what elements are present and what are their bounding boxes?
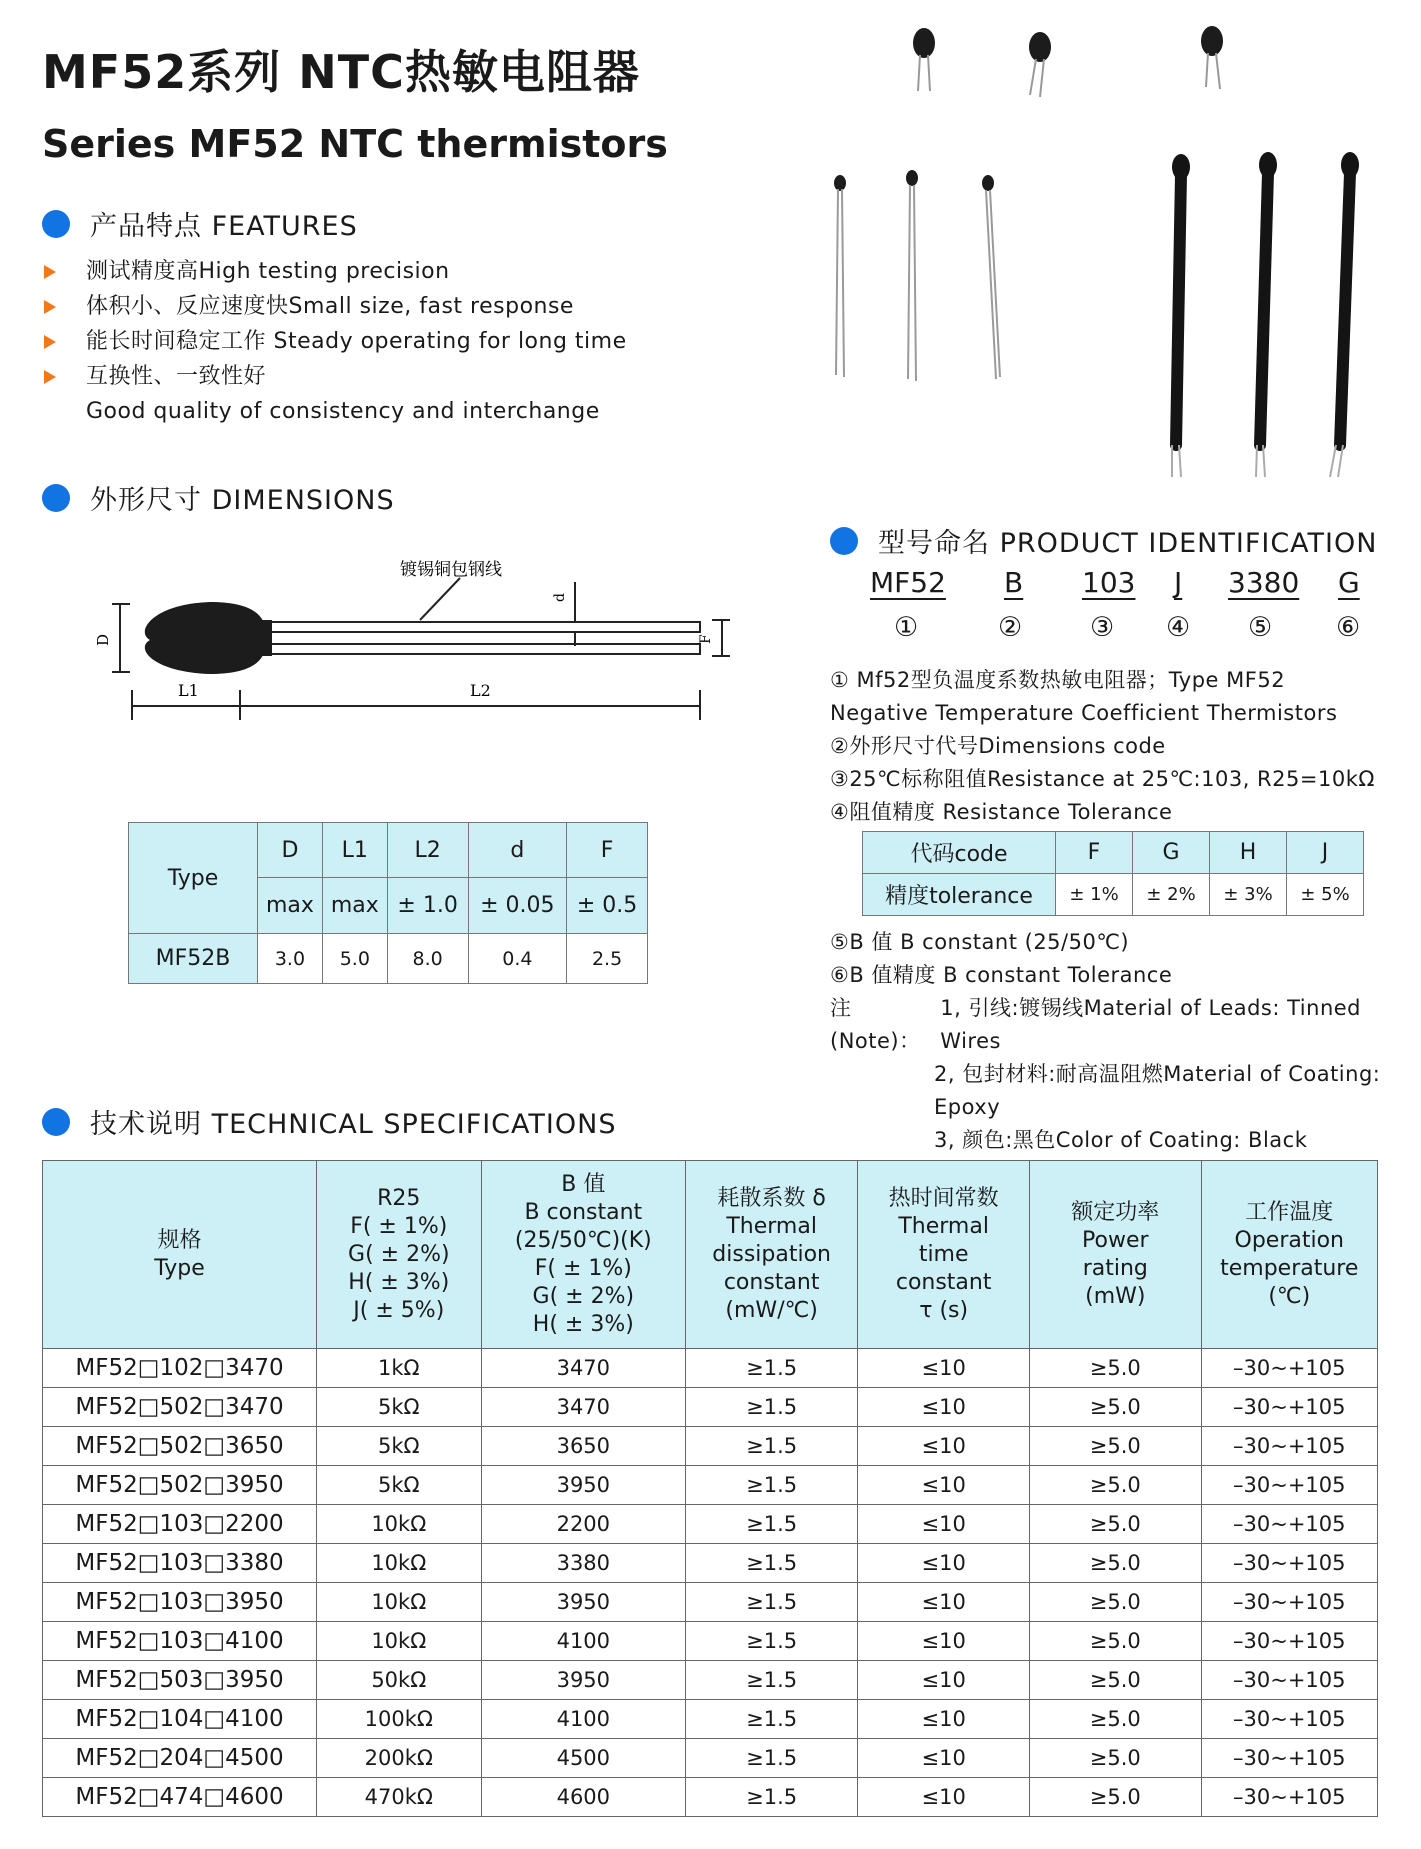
tol-code: J — [1287, 832, 1364, 874]
tol-code: F — [1056, 832, 1133, 874]
dim-D-label: D — [94, 633, 112, 646]
spec-value-cell: –30~+105 — [1201, 1427, 1377, 1466]
code-marker: ④ — [1166, 612, 1191, 643]
spec-header-line: H( ± 3%) — [348, 1269, 450, 1295]
spec-value-cell: 3470 — [481, 1349, 686, 1388]
spec-header-line: constant — [895, 1269, 992, 1295]
id-line: ③25℃标称阻值Resistance at 25℃:103, R25=10kΩ — [830, 767, 1375, 791]
table-row — [43, 1388, 1378, 1427]
code-part: 103 — [1082, 566, 1136, 599]
spec-type-cell: MF52□502□3950 — [43, 1466, 317, 1505]
spec-header-line: 工作温度 — [1245, 1199, 1334, 1225]
section-bullet-icon — [42, 484, 70, 512]
note-label: 注(Note)： — [830, 996, 921, 1053]
identification-heading — [830, 521, 1377, 560]
spec-value-cell: ≥5.0 — [1030, 1388, 1201, 1427]
wire-label: 镀锡铜包钢线 — [400, 560, 502, 580]
spec-type-cell: MF52□103□3950 — [43, 1583, 317, 1622]
spec-header-line: (25/50℃)(K) — [514, 1227, 652, 1253]
features-heading-text: 产品特点 FEATURES — [90, 211, 358, 242]
spec-value-cell: ≤10 — [858, 1388, 1030, 1427]
spec-value-cell: ≤10 — [858, 1583, 1030, 1622]
code-part: MF52 — [870, 566, 946, 599]
dim-col-header: D — [258, 823, 323, 878]
spec-header-line: G( ± 2%) — [532, 1283, 635, 1309]
specs-heading-text: 技术说明 TECHNICAL SPECIFICATIONS — [90, 1109, 617, 1140]
dim-tolerance: ± 0.5 — [567, 878, 648, 934]
spec-value-cell: ≥1.5 — [686, 1622, 858, 1661]
code-part: G — [1338, 566, 1360, 599]
tol-code: H — [1210, 832, 1287, 874]
code-marker: ⑥ — [1336, 612, 1361, 643]
tol-value: ± 3% — [1210, 874, 1287, 916]
spec-value-cell: 100kΩ — [317, 1700, 482, 1739]
spec-value-cell: 10kΩ — [317, 1583, 482, 1622]
dimensions-table — [128, 822, 648, 984]
code-marker: ③ — [1090, 612, 1115, 643]
spec-value-cell: –30~+105 — [1201, 1739, 1377, 1778]
section-bullet-icon — [830, 527, 858, 555]
spec-header-line: Operation — [1234, 1227, 1344, 1253]
tol-value: ± 1% — [1056, 874, 1133, 916]
spec-value-cell: ≥5.0 — [1030, 1544, 1201, 1583]
spec-value-cell: 4100 — [481, 1700, 686, 1739]
id-line: ④阻值精度 Resistance Tolerance — [830, 800, 1173, 824]
table-row — [43, 1544, 1378, 1583]
dimensions-heading-text: 外形尺寸 DIMENSIONS — [90, 485, 395, 516]
spec-value-cell: –30~+105 — [1201, 1544, 1377, 1583]
id-line: ②外形尺寸代号Dimensions code — [830, 734, 1166, 758]
table-row — [43, 1427, 1378, 1466]
identification-heading-text: 型号命名 PRODUCT IDENTIFICATION — [878, 528, 1378, 559]
note-item: 2, 包封材料:耐高温阻燃Material of Coating: Epoxy — [934, 1062, 1381, 1119]
note-item: 1, 引线:镀锡线Material of Leads: Tinned Wires — [940, 996, 1362, 1053]
spec-type-cell: MF52□204□4500 — [43, 1739, 317, 1778]
dim-value: 8.0 — [387, 934, 468, 984]
spec-value-cell: –30~+105 — [1201, 1466, 1377, 1505]
notes — [830, 992, 1421, 1157]
spec-value-cell: 10kΩ — [317, 1544, 482, 1583]
spec-value-cell: 470kΩ — [317, 1778, 482, 1817]
id-line: ① Mf52型负温度系数热敏电阻器；Type MF52 — [830, 668, 1286, 692]
spec-value-cell: ≥5.0 — [1030, 1466, 1201, 1505]
spec-value-cell: ≥1.5 — [686, 1427, 858, 1466]
code-marker: ⑤ — [1248, 612, 1273, 643]
arrow-bullet-icon — [44, 370, 56, 384]
spec-value-cell: 2200 — [481, 1505, 686, 1544]
section-bullet-icon — [42, 1108, 70, 1136]
table-row — [43, 1622, 1378, 1661]
spec-value-cell: ≥1.5 — [686, 1544, 858, 1583]
spec-value-cell: ≥1.5 — [686, 1739, 858, 1778]
specifications-table — [42, 1160, 1378, 1817]
dimension-drawing — [90, 560, 730, 764]
spec-header-line: (mW) — [1085, 1283, 1146, 1309]
tol-value-label: 精度tolerance — [863, 874, 1056, 916]
spec-header-cell — [1030, 1161, 1201, 1349]
spec-value-cell: 50kΩ — [317, 1661, 482, 1700]
spec-header-line: time — [918, 1241, 969, 1267]
dim-d-label: d — [552, 593, 568, 602]
spec-value-cell: ≥5.0 — [1030, 1739, 1201, 1778]
spec-value-cell: –30~+105 — [1201, 1505, 1377, 1544]
dim-type-header: Type — [129, 823, 258, 934]
spec-header-line: 热时间常数 — [888, 1185, 999, 1211]
spec-header-cell — [481, 1161, 686, 1349]
feature-item: 体积小、反应速度快Small size, fast response — [44, 289, 627, 324]
dim-col-header: d — [468, 823, 567, 878]
code-part: 3380 — [1228, 566, 1300, 599]
spec-value-cell: ≥1.5 — [686, 1466, 858, 1505]
spec-header-line: R25 — [377, 1185, 421, 1211]
spec-type-cell: MF52□103□2200 — [43, 1505, 317, 1544]
arrow-bullet-icon — [44, 265, 56, 279]
spec-header-line: F( ± 1%) — [534, 1255, 632, 1281]
table-row — [43, 1466, 1378, 1505]
spec-value-cell: ≥1.5 — [686, 1778, 858, 1817]
spec-header-cell — [43, 1161, 317, 1349]
spec-value-cell: 3950 — [481, 1583, 686, 1622]
table-row — [43, 1349, 1378, 1388]
dim-col-header: F — [567, 823, 648, 878]
dim-value: 5.0 — [322, 934, 387, 984]
spec-value-cell: ≤10 — [858, 1466, 1030, 1505]
dim-value: 0.4 — [468, 934, 567, 984]
spec-value-cell: 10kΩ — [317, 1622, 482, 1661]
spec-header-cell — [1201, 1161, 1377, 1349]
code-markers — [870, 612, 1370, 648]
spec-header-line: F( ± 1%) — [350, 1213, 448, 1239]
thermistor-small-photo — [913, 26, 1223, 62]
spec-value-cell: ≥5.0 — [1030, 1349, 1201, 1388]
spec-header-line: (℃) — [1268, 1283, 1311, 1309]
spec-value-cell: ≥1.5 — [686, 1388, 858, 1427]
spec-type-cell: MF52□103□4100 — [43, 1622, 317, 1661]
spec-value-cell: ≤10 — [858, 1700, 1030, 1739]
code-part: B — [1004, 566, 1024, 599]
product-photos — [820, 15, 1380, 485]
spec-value-cell: ≤10 — [858, 1505, 1030, 1544]
id-line: Negative Temperature Coefficient Thermistors — [830, 701, 1338, 725]
dimensions-heading — [42, 478, 395, 517]
dim-L1-label: L1 — [178, 681, 199, 700]
spec-value-cell: ≥5.0 — [1030, 1661, 1201, 1700]
tol-value: ± 5% — [1287, 874, 1364, 916]
spec-value-cell: ≤10 — [858, 1427, 1030, 1466]
page-title-cn: MF52系列 NTC热敏电阻器 — [42, 45, 640, 99]
spec-header-line: B 值 — [561, 1171, 606, 1197]
spec-header-line: Thermal — [726, 1213, 817, 1239]
spec-header-line: temperature — [1220, 1255, 1359, 1281]
spec-header-line: dissipation — [712, 1241, 831, 1267]
spec-value-cell: ≥5.0 — [1030, 1505, 1201, 1544]
spec-value-cell: 4500 — [481, 1739, 686, 1778]
id-line: ⑥B 值精度 B constant Tolerance — [830, 963, 1173, 987]
table-row — [43, 1583, 1378, 1622]
spec-type-cell: MF52□502□3470 — [43, 1388, 317, 1427]
arrow-bullet-icon — [44, 300, 56, 314]
spec-value-cell: ≤10 — [858, 1739, 1030, 1778]
spec-value-cell: 3950 — [481, 1466, 686, 1505]
dim-row-type: MF52B — [129, 934, 258, 984]
spec-type-cell: MF52□103□3380 — [43, 1544, 317, 1583]
spec-value-cell: 3380 — [481, 1544, 686, 1583]
spec-value-cell: ≥5.0 — [1030, 1778, 1201, 1817]
spec-value-cell: ≥5.0 — [1030, 1427, 1201, 1466]
spec-type-cell: MF52□474□4600 — [43, 1778, 317, 1817]
spec-value-cell: –30~+105 — [1201, 1700, 1377, 1739]
page-title-en: Series MF52 NTC thermistors — [42, 122, 668, 166]
spec-value-cell: ≥1.5 — [686, 1583, 858, 1622]
feature-item: 能长时间稳定工作 Steady operating for long time — [44, 324, 627, 359]
feature-item: 互换性、一致性好 — [44, 359, 627, 394]
spec-value-cell: ≤10 — [858, 1349, 1030, 1388]
spec-value-cell: 5kΩ — [317, 1427, 482, 1466]
spec-value-cell: ≤10 — [858, 1661, 1030, 1700]
tol-value: ± 2% — [1133, 874, 1210, 916]
spec-type-cell: MF52□102□3470 — [43, 1349, 317, 1388]
spec-header-line: constant — [723, 1269, 820, 1295]
spec-value-cell: –30~+105 — [1201, 1661, 1377, 1700]
dim-tolerance: ± 1.0 — [387, 878, 468, 934]
spec-header-line: Thermal — [898, 1213, 989, 1239]
spec-header-cell — [686, 1161, 858, 1349]
spec-value-cell: ≥5.0 — [1030, 1700, 1201, 1739]
id-line: ⑤B 值 B constant (25/50℃) — [830, 930, 1130, 954]
dim-col-header: L1 — [322, 823, 387, 878]
spec-value-cell: 10kΩ — [317, 1505, 482, 1544]
table-row — [43, 1778, 1378, 1817]
spec-value-cell: 3470 — [481, 1388, 686, 1427]
spec-value-cell: ≥1.5 — [686, 1700, 858, 1739]
dim-col-header: L2 — [387, 823, 468, 878]
spec-value-cell: ≥1.5 — [686, 1349, 858, 1388]
dim-tolerance: max — [322, 878, 387, 934]
specs-heading — [42, 1102, 616, 1141]
features-heading — [42, 204, 358, 243]
spec-value-cell: –30~+105 — [1201, 1778, 1377, 1817]
dim-L2-label: L2 — [470, 681, 491, 700]
arrow-bullet-icon — [44, 335, 56, 349]
spec-header-cell — [858, 1161, 1030, 1349]
spec-type-cell: MF52□502□3650 — [43, 1427, 317, 1466]
table-row — [43, 1700, 1378, 1739]
spec-value-cell: 3650 — [481, 1427, 686, 1466]
spec-header-line: 耗散系数 δ — [717, 1185, 826, 1211]
spec-header-line: G( ± 2%) — [348, 1241, 450, 1267]
spec-header-cell — [317, 1161, 482, 1349]
note-item: 3, 颜色:黑色Color of Coating: Black — [934, 1128, 1308, 1152]
spec-value-cell: 5kΩ — [317, 1466, 482, 1505]
dim-tolerance: max — [258, 878, 323, 934]
identification-descriptions — [830, 664, 1375, 829]
spec-header-line: (mW/℃) — [725, 1297, 818, 1323]
feature-item: 测试精度高High testing precision — [44, 254, 627, 289]
dim-value: 2.5 — [567, 934, 648, 984]
code-marker: ② — [998, 612, 1023, 643]
spec-value-cell: 3950 — [481, 1661, 686, 1700]
features-list — [44, 254, 627, 429]
spec-header-line: τ (s) — [919, 1297, 969, 1323]
dim-F-label: F — [698, 634, 714, 644]
spec-value-cell: ≤10 — [858, 1778, 1030, 1817]
spec-header-line: H( ± 3%) — [532, 1311, 634, 1337]
spec-value-cell: 5kΩ — [317, 1388, 482, 1427]
spec-value-cell: ≥5.0 — [1030, 1583, 1201, 1622]
dim-tolerance: ± 0.05 — [468, 878, 567, 934]
spec-type-cell: MF52□503□3950 — [43, 1661, 317, 1700]
spec-header-line: J( ± 5%) — [353, 1297, 445, 1323]
code-marker: ① — [894, 612, 919, 643]
spec-value-cell: ≤10 — [858, 1544, 1030, 1583]
spec-value-cell: 4600 — [481, 1778, 686, 1817]
table-row — [43, 1739, 1378, 1778]
spec-value-cell: –30~+105 — [1201, 1583, 1377, 1622]
table-row — [43, 1661, 1378, 1700]
tol-code: G — [1133, 832, 1210, 874]
feature-continuation: Good quality of consistency and interchange — [86, 399, 600, 424]
spec-header-line: Type — [154, 1255, 205, 1281]
spec-value-cell: –30~+105 — [1201, 1622, 1377, 1661]
spec-value-cell: –30~+105 — [1201, 1388, 1377, 1427]
tolerance-table — [862, 831, 1364, 916]
spec-header-line: 规格 — [157, 1227, 202, 1253]
tol-code-label: 代码code — [863, 832, 1056, 874]
spec-header-line: rating — [1082, 1255, 1148, 1281]
identification-descriptions-2 — [830, 926, 1172, 992]
spec-value-cell: –30~+105 — [1201, 1349, 1377, 1388]
spec-value-cell: 200kΩ — [317, 1739, 482, 1778]
spec-value-cell: ≥1.5 — [686, 1505, 858, 1544]
table-row — [43, 1505, 1378, 1544]
code-part: J — [1174, 566, 1183, 599]
spec-type-cell: MF52□104□4100 — [43, 1700, 317, 1739]
spec-value-cell: ≥5.0 — [1030, 1622, 1201, 1661]
spec-value-cell: 1kΩ — [317, 1349, 482, 1388]
spec-header-line: B constant — [524, 1199, 643, 1225]
spec-header-line: Power — [1082, 1227, 1149, 1253]
section-bullet-icon — [42, 210, 70, 238]
spec-value-cell: 4100 — [481, 1622, 686, 1661]
model-code — [870, 566, 1370, 606]
dim-value: 3.0 — [258, 934, 323, 984]
spec-value-cell: ≥1.5 — [686, 1661, 858, 1700]
spec-value-cell: ≤10 — [858, 1622, 1030, 1661]
spec-header-line: 额定功率 — [1071, 1199, 1160, 1225]
